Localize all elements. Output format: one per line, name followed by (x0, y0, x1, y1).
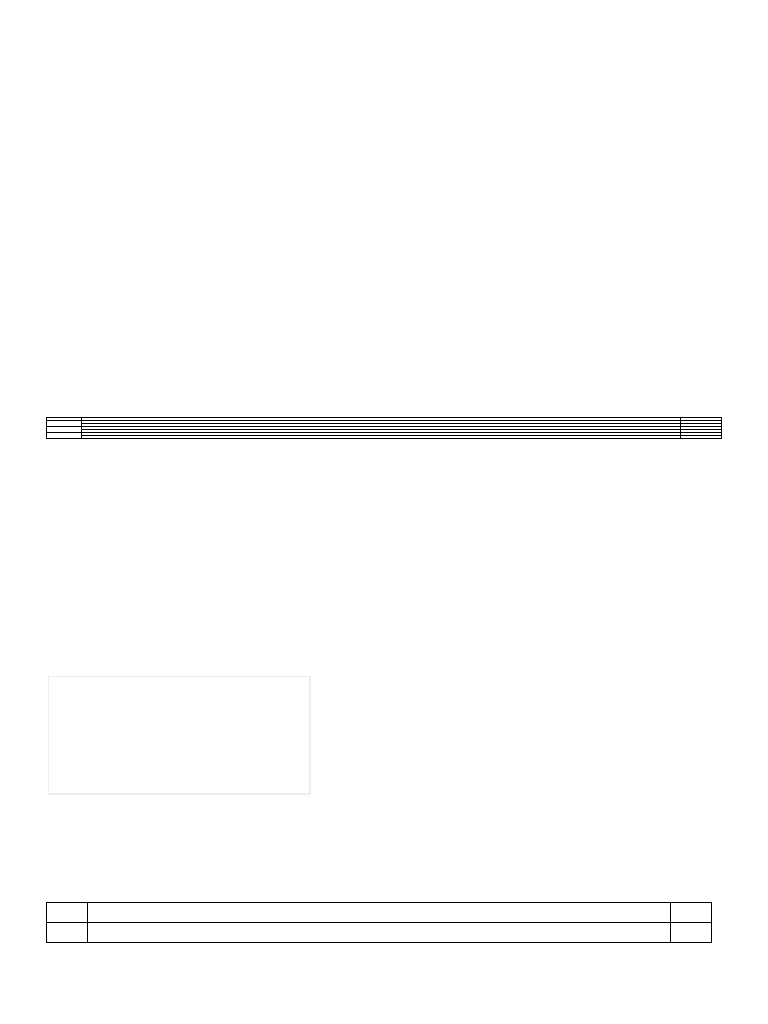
points-cell (671, 923, 712, 943)
grading-cell (88, 923, 671, 943)
figure-1-charts (56, 106, 516, 311)
header-cau (47, 903, 88, 923)
table-row (47, 436, 722, 439)
disaccharide-figure (48, 676, 542, 796)
table-row (47, 903, 712, 923)
header-huong-dan (88, 903, 671, 923)
header-diem (671, 903, 712, 923)
answer-table (46, 417, 722, 439)
table-row (47, 923, 712, 943)
answer-cell (82, 436, 681, 439)
row-label (47, 433, 82, 439)
points-cell (681, 436, 722, 439)
row-number (47, 923, 88, 943)
grading-table (46, 902, 712, 943)
